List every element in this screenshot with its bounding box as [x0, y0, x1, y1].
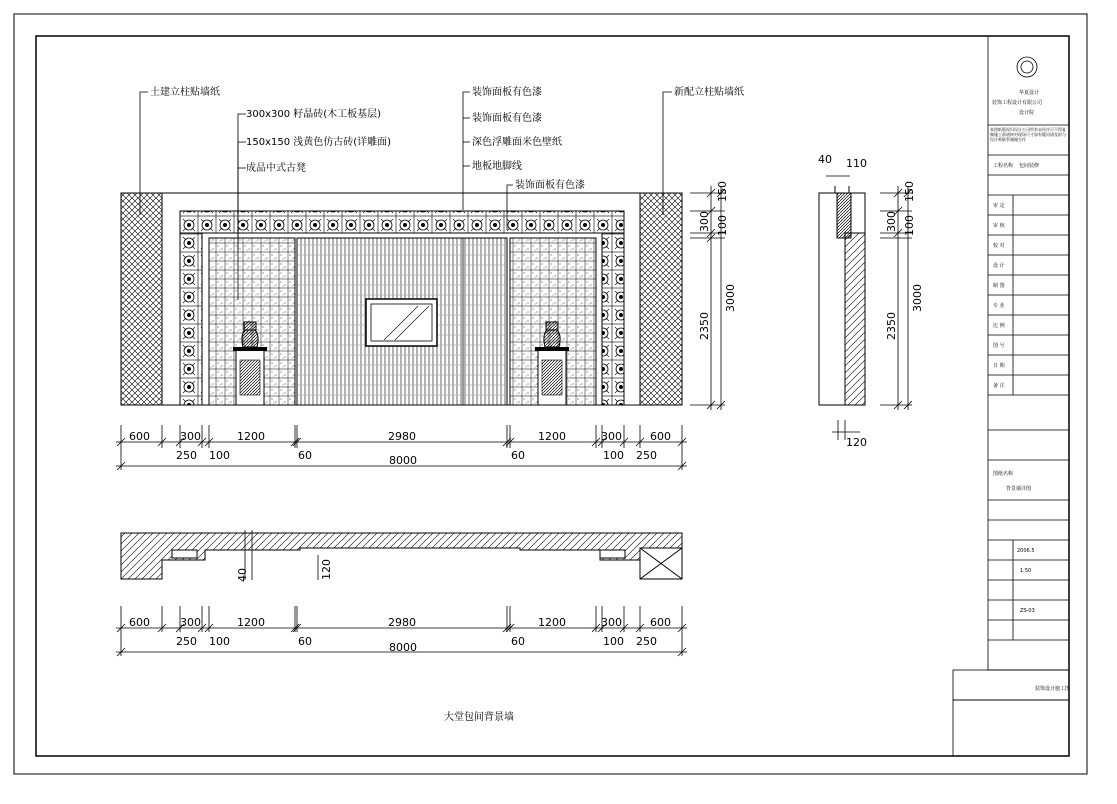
side-section — [818, 153, 924, 449]
left-column — [121, 193, 162, 405]
plan-dim-120: 120 — [320, 559, 333, 580]
label-right-wall: 新配立柱贴墙纸 — [674, 87, 744, 98]
dim-h-2350: 2350 — [698, 312, 711, 340]
dim-h-3000: 3000 — [724, 284, 737, 312]
dim-h-300: 300 — [698, 211, 711, 232]
plan-dim-top-4: 1200 — [538, 616, 566, 629]
dim-bottom-2: 60 — [298, 449, 312, 462]
plan-dim-top-1: 300 — [180, 616, 201, 629]
plan-dim-top-0: 600 — [129, 616, 150, 629]
dim-total: 8000 — [389, 454, 417, 467]
dim-top-5: 300 — [601, 430, 622, 443]
dim-h-150: 150 — [716, 181, 729, 202]
section-panel — [837, 193, 851, 238]
company-line3: 设计院 — [1019, 110, 1035, 116]
label-left-wall: 土建立柱贴墙纸 — [150, 87, 220, 98]
footer-text: 装饰设计施工图 — [1035, 686, 1071, 692]
label-cabinet: 成品中式古凳 — [246, 163, 306, 174]
floor-plan — [116, 530, 687, 656]
tb-row-3: 设 计 — [993, 263, 1005, 269]
project-label: 工程名称 — [993, 163, 1014, 169]
ornament-frame-left — [180, 233, 202, 405]
dim-bottom-4: 100 — [603, 449, 624, 462]
tb-row-5: 专 业 — [993, 303, 1005, 309]
ornament-frame-top — [180, 211, 624, 233]
company-line1: 华夏设计 — [1019, 90, 1040, 96]
tb-row-6: 比 例 — [993, 323, 1005, 329]
sec-dim-120: 120 — [846, 436, 867, 449]
title-block-notes: 本图纸版权归设计公司所有未经许可不得复制施工前请核对现场尺寸如有疑问请及时与设计师联系谢谢合作 — [990, 127, 1066, 142]
sec-dim-300: 300 — [885, 211, 898, 232]
tb-row-7: 图 号 — [993, 343, 1005, 349]
sec-dim-3000: 3000 — [911, 284, 924, 312]
dim-bottom-3: 60 — [511, 449, 525, 462]
dim-top-6: 600 — [650, 430, 671, 443]
dim-bottom-0: 250 — [176, 449, 197, 462]
plan-dim-40: 40 — [236, 568, 249, 582]
plan-dim-total: 8000 — [389, 641, 417, 654]
scale-value: 1:50 — [1020, 568, 1032, 574]
plan-dim-top-6: 600 — [650, 616, 671, 629]
project-value: 包间装修 — [1019, 163, 1040, 169]
drawing-name-label: 图纸名称 — [993, 471, 1014, 477]
tb-row-9: 备 注 — [993, 383, 1005, 389]
sec-dim-100: 100 — [903, 215, 916, 236]
dim-top-0: 600 — [129, 430, 150, 443]
plan-wall — [121, 533, 682, 579]
plan-dim-top-2: 1200 — [237, 616, 265, 629]
dim-top-3: 2980 — [388, 430, 416, 443]
dim-top-4: 1200 — [538, 430, 566, 443]
tb-row-0: 审 定 — [993, 203, 1005, 209]
sec-dim-110: 110 — [846, 157, 867, 170]
drawing-title: 大堂包间背景墙 — [444, 712, 514, 723]
number-value: ZS-03 — [1020, 608, 1035, 614]
label-panel-3: 装饰面板有色漆 — [515, 180, 585, 191]
plan-dim-bottom-4: 100 — [603, 635, 624, 648]
tb-row-4: 制 图 — [993, 283, 1005, 289]
label-panel-2: 装饰面板有色漆 — [472, 113, 542, 124]
date-value: 2006.5 — [1017, 548, 1035, 554]
sec-dim-2350: 2350 — [885, 312, 898, 340]
dim-bottom-5: 250 — [636, 449, 657, 462]
plan-dim-top-5: 300 — [601, 616, 622, 629]
label-tile150: 150x150 浅黄色仿古砖(详雕面) — [246, 137, 392, 148]
front-elevation — [116, 85, 744, 470]
label-skirting: 地板地脚线 — [472, 161, 522, 172]
section-wall — [845, 233, 865, 405]
plan-dim-bottom-3: 60 — [511, 635, 525, 648]
dim-top-1: 300 — [180, 430, 201, 443]
tb-row-1: 审 核 — [993, 223, 1005, 229]
plan-dim-bottom-0: 250 — [176, 635, 197, 648]
sec-dim-150: 150 — [903, 181, 916, 202]
tb-row-2: 校 对 — [993, 243, 1005, 249]
dim-bottom-1: 100 — [209, 449, 230, 462]
drawing-name-value: 背景墙详图 — [1006, 486, 1032, 492]
label-wallpaper: 深色浮雕面米色壁纸 — [472, 137, 562, 148]
dim-top-2: 1200 — [237, 430, 265, 443]
tb-row-8: 日 期 — [993, 363, 1005, 369]
right-column — [640, 193, 682, 405]
sec-dim-40: 40 — [818, 153, 832, 166]
label-tile300: 300x300 籽晶砖(木工板基层) — [246, 109, 382, 120]
company-line2: 装饰工程设计有限公司 — [992, 100, 1043, 106]
plan-dim-bottom-1: 100 — [209, 635, 230, 648]
dim-h-100: 100 — [716, 215, 729, 236]
plan-dim-bottom-5: 250 — [636, 635, 657, 648]
plan-dim-top-3: 2980 — [388, 616, 416, 629]
label-panel-top: 装饰面板有色漆 — [472, 87, 542, 98]
plan-dim-bottom-2: 60 — [298, 635, 312, 648]
ornament-frame-right — [602, 233, 624, 405]
